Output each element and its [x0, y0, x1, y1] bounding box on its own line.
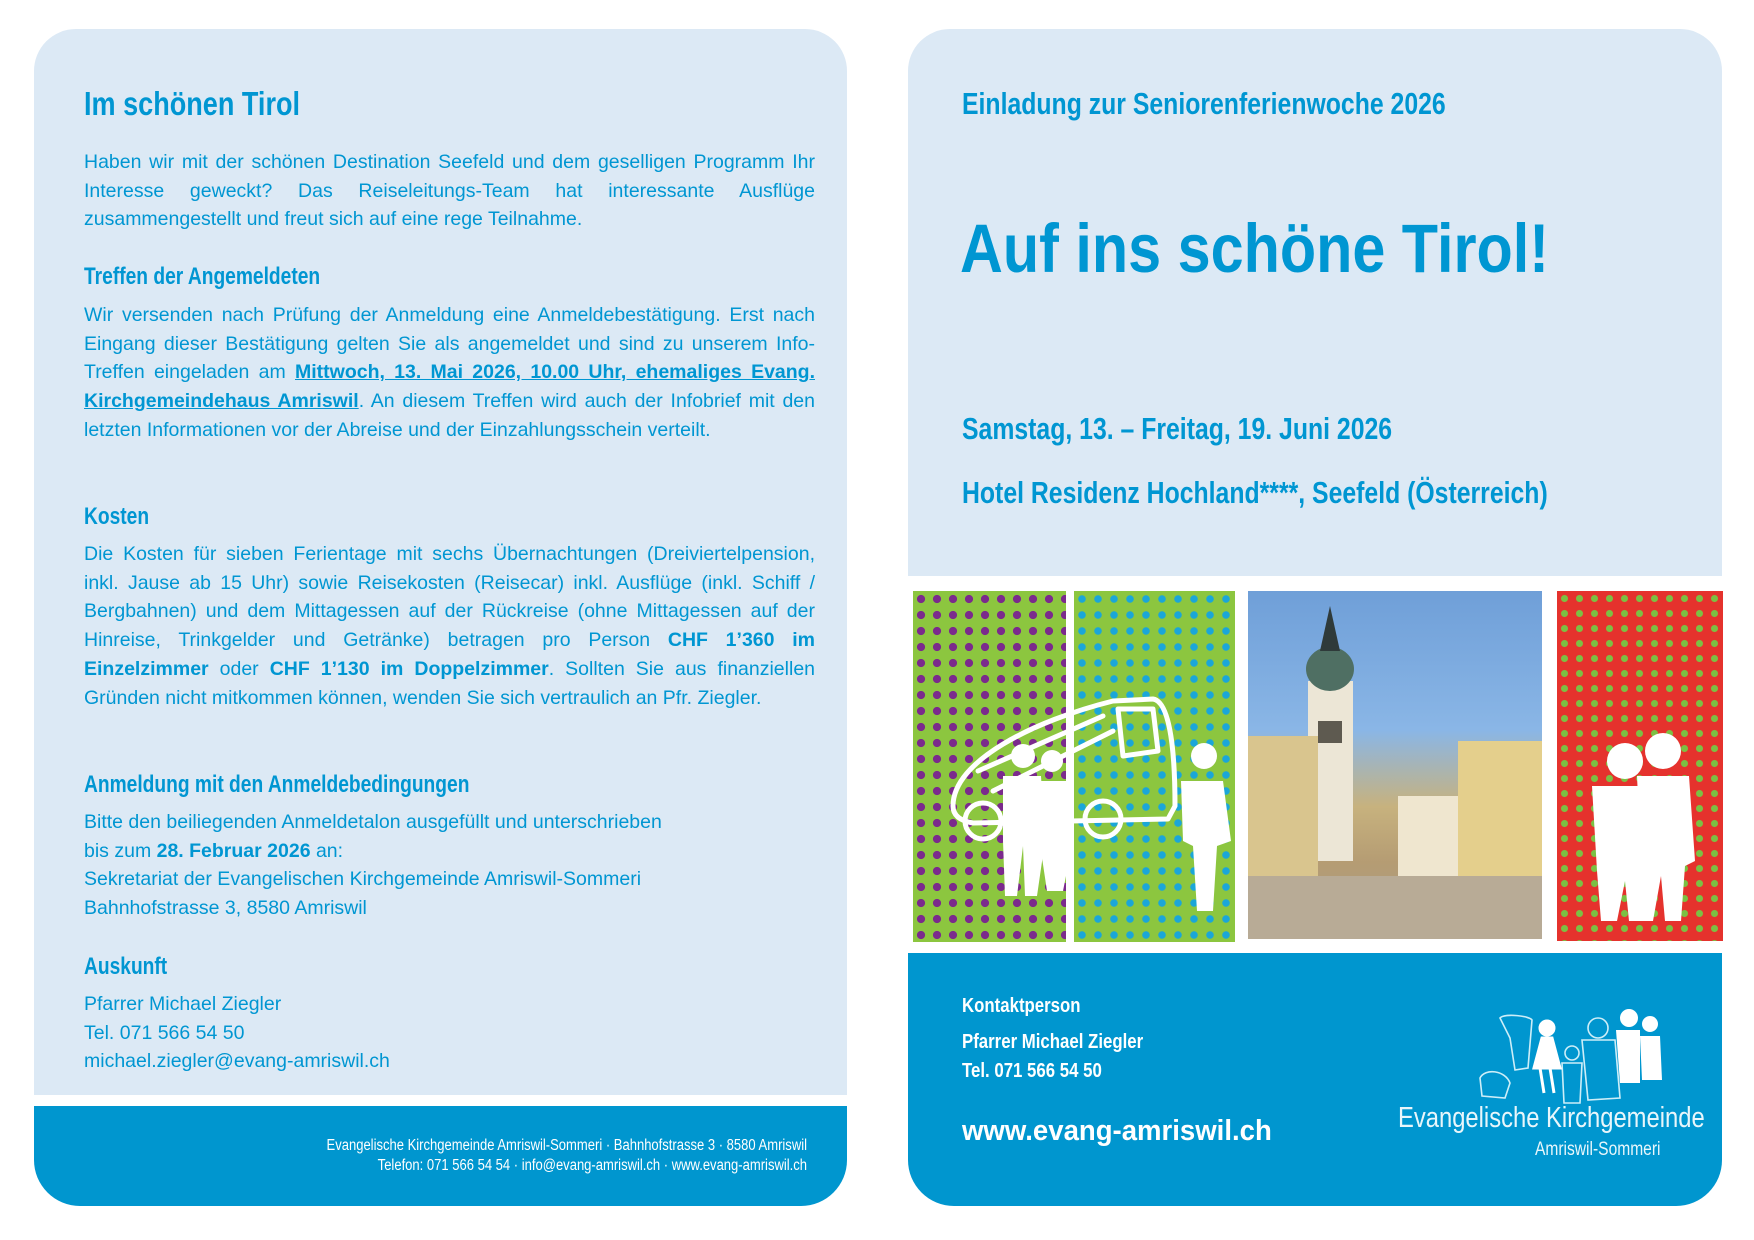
logo-wordmark: Evangelische Kirchgemeinde	[1398, 1102, 1705, 1134]
contact-person-phone: Tel. 071 566 54 50	[962, 1060, 1102, 1082]
meeting-date-highlight: Mittwoch, 13. Mai 2026, 10.00 Uhr, ehemaliges Evang. Kirchgemeindehaus Amriswil	[84, 361, 816, 413]
contact-label: Kontaktperson	[962, 995, 1081, 1017]
auskunft-text	[84, 990, 390, 1076]
church-community-logo-icon	[1470, 1008, 1665, 1104]
church-tower-icon	[1248, 591, 1542, 939]
trip-dates: Samstag, 13. – Freitag, 19. Juni 2026	[962, 411, 1393, 446]
website-link[interactable]: www.evang-amriswil.ch	[962, 1115, 1272, 1147]
anmeldung-text: Bitte den beiliegenden Anmeldetalon ausgefüllt und unterschrieben bis zum 28. Februar 2026 an: Sekretariat der Evangelischen Kirchgemeinde Amriswil-Sommeri Bahnhofstrasse 3, 8580 Amriswil	[84, 811, 662, 920]
contact-phone: Tel. 071 566 54 50	[84, 1021, 245, 1044]
left-page-footer	[34, 1106, 847, 1206]
senior-couple-image	[1557, 591, 1723, 941]
contact-email-link[interactable]: michael.ziegler@evang-amriswil.ch	[84, 1050, 390, 1073]
bus-travellers-image	[913, 591, 1235, 942]
footer-contact: Telefon: 071 566 54 54 · info@evang-amriswil.ch · www.evang-amriswil.ch	[377, 1157, 807, 1174]
logo-subline: Amriswil-Sommeri	[1535, 1139, 1661, 1160]
invitation-subtitle: Einladung zur Seniorenferienwoche 2026	[962, 86, 1446, 121]
contact-person-name: Pfarrer Michael Ziegler	[962, 1031, 1144, 1053]
footer-address: Evangelische Kirchgemeinde Amriswil-Sommeri · Bahnhofstrasse 3 · 8580 Amriswil	[326, 1137, 807, 1154]
town-square-photo	[1248, 591, 1542, 939]
heading-auskunft: Auskunft	[84, 953, 168, 980]
heading-treffen: Treffen der Angemeldeten	[84, 263, 321, 290]
contact-name: Pfarrer Michael Ziegler	[84, 993, 282, 1015]
couple-silhouette-icon	[1557, 591, 1723, 941]
price-double-room: CHF 1’130 im Doppelzimmer	[269, 657, 549, 680]
heading-kosten: Kosten	[84, 503, 150, 530]
price-single-room: CHF 1’360 im Einzelzimmer	[84, 629, 815, 680]
main-title: Auf ins schöne Tirol!	[960, 210, 1550, 287]
bus-silhouette-icon	[913, 591, 1235, 942]
treffen-paragraph: Wir versenden nach Prüfung der Anmeldung eine Anmeldebestätigung. Erst nach Eingang dieser Bestätigung gelten Sie als angemeldet und sind zu unserem Info-Treffen eingeladen am Mittwoch, 13. Mai 2026, 10.00 Uhr, ehemaliges Evang. Kirchgemeindehaus Amriswil. An diesem Treffen wird auch der Infobrief mit den letzten Informationen vor der Abreise und der Einzahlungsschein verteilt.	[84, 304, 816, 441]
registration-deadline: 28. Februar 2026	[156, 839, 311, 862]
heading-anmeldung: Anmeldung mit den Anmeldebedingungen	[84, 771, 470, 798]
left-page-title: Im schönen Tirol	[84, 85, 301, 122]
kosten-paragraph: Die Kosten für sieben Ferientage mit sechs Übernachtungen (Dreiviertelpension, inkl. Jause ab 15 Uhr) sowie Reisekosten (Reisecar) inkl. Ausflüge (inkl. Schiff / Bergbahnen) und dem Mittagessen auf der Rückreise (ohne Mittagessen auf der Hinreise, Trinkgelder und Getränke) betragen pro Person CHF 1’360 im Einzelzimmer oder CHF 1’130 im Doppelzimmer. Sollten Sie aus finanziellen Gründen nicht mitkommen können, wenden Sie sich vertraulich an Pfr. Ziegler.	[84, 543, 816, 709]
intro-paragraph: Haben wir mit der schönen Destination Seefeld und dem geselligen Programm Ihr Interesse geweckt? Das Reiseleitungs-Team hat interessante Ausflüge zusammengestellt und freut sich auf eine rege Teilnahme.	[84, 151, 815, 231]
hotel-name: Hotel Residenz Hochland****, Seefeld (Österreich)	[962, 475, 1548, 510]
